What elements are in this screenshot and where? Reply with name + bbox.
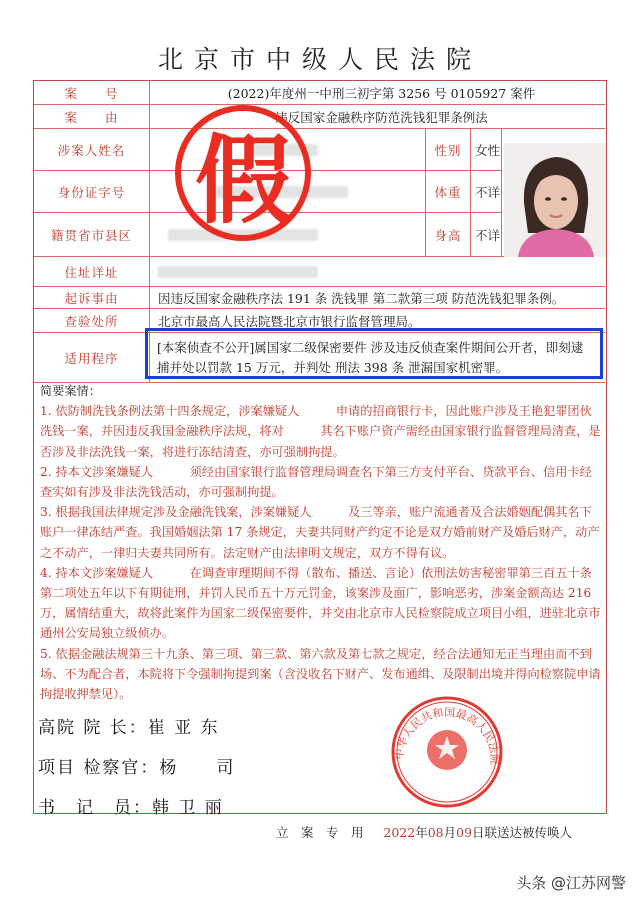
weight-label: 体重 (426, 171, 471, 212)
case-cause-label: 案 由 (34, 105, 150, 128)
prosecution-row (34, 287, 605, 309)
case-item-2: 2. 持本文涉案嫌疑人 须经由国家银行监督管理局调查名下第三方支付平台、贷款平台、信用卡经查实如有涉及非法洗钱活动，亦可强制拘提。 (40, 464, 592, 500)
case-number-row (34, 81, 605, 105)
weight-value: 不详 (475, 184, 501, 200)
signature-name: 崔 亚 东 (147, 718, 220, 738)
height-value: 不详 (475, 227, 501, 243)
signature-name: 杨 司 (159, 758, 236, 778)
height-label: 身高 (426, 213, 471, 256)
footer-month: 08 (427, 825, 444, 840)
id-label: 身份证字号 (34, 171, 150, 212)
footer-year-unit: 年 (415, 825, 428, 840)
case-item-3: 3. 根据我国法律规定涉及金融洗钱案，涉案嫌疑人 及三等亲，账户流通者及合法婚姻配偶其名下账户一律冻结严查。我国婚姻法第 17 条规定，夫妻共同财产约定不论是双方婚前财产及婚后财产，动产之不动产，一律归夫妻共同所有。法定财产由法律明文规定，双方不得有议。 (40, 505, 600, 560)
procedure-label: 适用程序 (34, 333, 150, 382)
handling-label: 查验处所 (34, 309, 150, 332)
fake-stamp: 假 (175, 105, 311, 241)
gender-label: 性别 (426, 129, 471, 170)
case-item-4: 4. 持本文涉案嫌疑人 在调查审理期间不得（散布、播送、言论）依刑法妨害秘密罪第三百五十条第二项处五年以下有期徒刑，并罚人民币五十万元罚金，该案涉及面广，影响恶劣，涉案金额高达 216 万，属情结重大，故将此案件为国家二级保密要件，并交由北京市人民检察院成立项目小组，进驻北京市通州公安局独立级侦办。 (40, 565, 601, 641)
native-label: 籍贯省市县区 (34, 213, 150, 256)
signature-role: 高院 院 长： (38, 718, 148, 738)
court-document-form (33, 80, 607, 814)
address-row (34, 257, 605, 287)
filing-footer (276, 823, 572, 841)
case-item-5: 5. 依据金融法规第三十九条、第三项、第三款、第六款及第七款之规定，经合法通知无正当理由而不到场、不为配合者，本院将下令强制拘提到案（含没收名下财产、发布通缉、及限制出境并得向检察院申请拘提收押禁见）。 (40, 646, 601, 702)
case-cause-row (34, 105, 605, 129)
case-heading: 简要案情： (40, 384, 101, 398)
svg-text:中华人民共和国最高人民法院: 中华人民共和国最高人民法院 (392, 705, 502, 766)
prosecution-value: 因违反国家金融秩序法 191 条 洗钱罪 第二款第三项 防范洗钱犯罪条例。 (158, 290, 565, 306)
case-number-value: (2022)年度州一中刑三初字第 3256 号 0105927 案件 (227, 85, 536, 101)
suspect-photo (504, 143, 606, 257)
case-description (40, 381, 602, 704)
signature-role: 书 记 员： (38, 798, 152, 818)
footer-month-unit: 月 (443, 825, 457, 840)
footer-suffix: 日联送达被传唤人 (472, 825, 573, 840)
name-label: 涉案人姓名 (34, 129, 150, 170)
court-seal (383, 690, 511, 808)
case-cause-value: 违反国家金融秩序防范洗钱犯罪条例法 (275, 109, 488, 125)
footer-prefix: 立 案 专 用 (276, 825, 364, 840)
court-title: 北京市中级人民法院 (157, 45, 482, 74)
address-value (150, 257, 605, 286)
highlight-box (145, 328, 603, 379)
signature-name: 韩 卫 丽 (152, 798, 224, 818)
watermark: 头条 @江苏网警 (516, 874, 626, 892)
procedure-line-2: 捕并处以罚款 15 万元，并判处 刑法 398 条 泄漏国家机密罪。 (157, 359, 509, 375)
procedure-line-1: [本案侦查不公开]属国家二级保密要件 涉及违反侦查案件期间公开者，即刻逮 (157, 339, 584, 355)
footer-day: 09 (456, 825, 473, 840)
footer-year: 2022 (383, 825, 416, 840)
signature-prosecutor (38, 753, 235, 778)
address-label: 住址详址 (34, 257, 150, 286)
signature-president (38, 713, 220, 738)
signature-clerk (38, 793, 224, 818)
portrait-image (504, 143, 606, 257)
prosecution-label: 起诉事由 (34, 287, 150, 308)
case-number-label: 案 号 (34, 81, 150, 104)
handling-value: 北京市最高人民法院暨北京市银行监督管理局。 (158, 313, 421, 329)
case-item-1: 1. 依防制洗钱条例法第十四条规定，涉案嫌疑人 申请的招商银行卡，因此账户涉及王艳犯罪团伙洗钱一案，并因违反我国金融秩序法规，将对 其名下账户资产需经由国家银行监督管理局清查，是否涉及非法洗钱一案，将进行冻结清查，亦可强制拘提。 (40, 404, 601, 459)
gender-value: 女性 (475, 142, 501, 158)
signature-role: 项目 检察官： (38, 758, 160, 778)
